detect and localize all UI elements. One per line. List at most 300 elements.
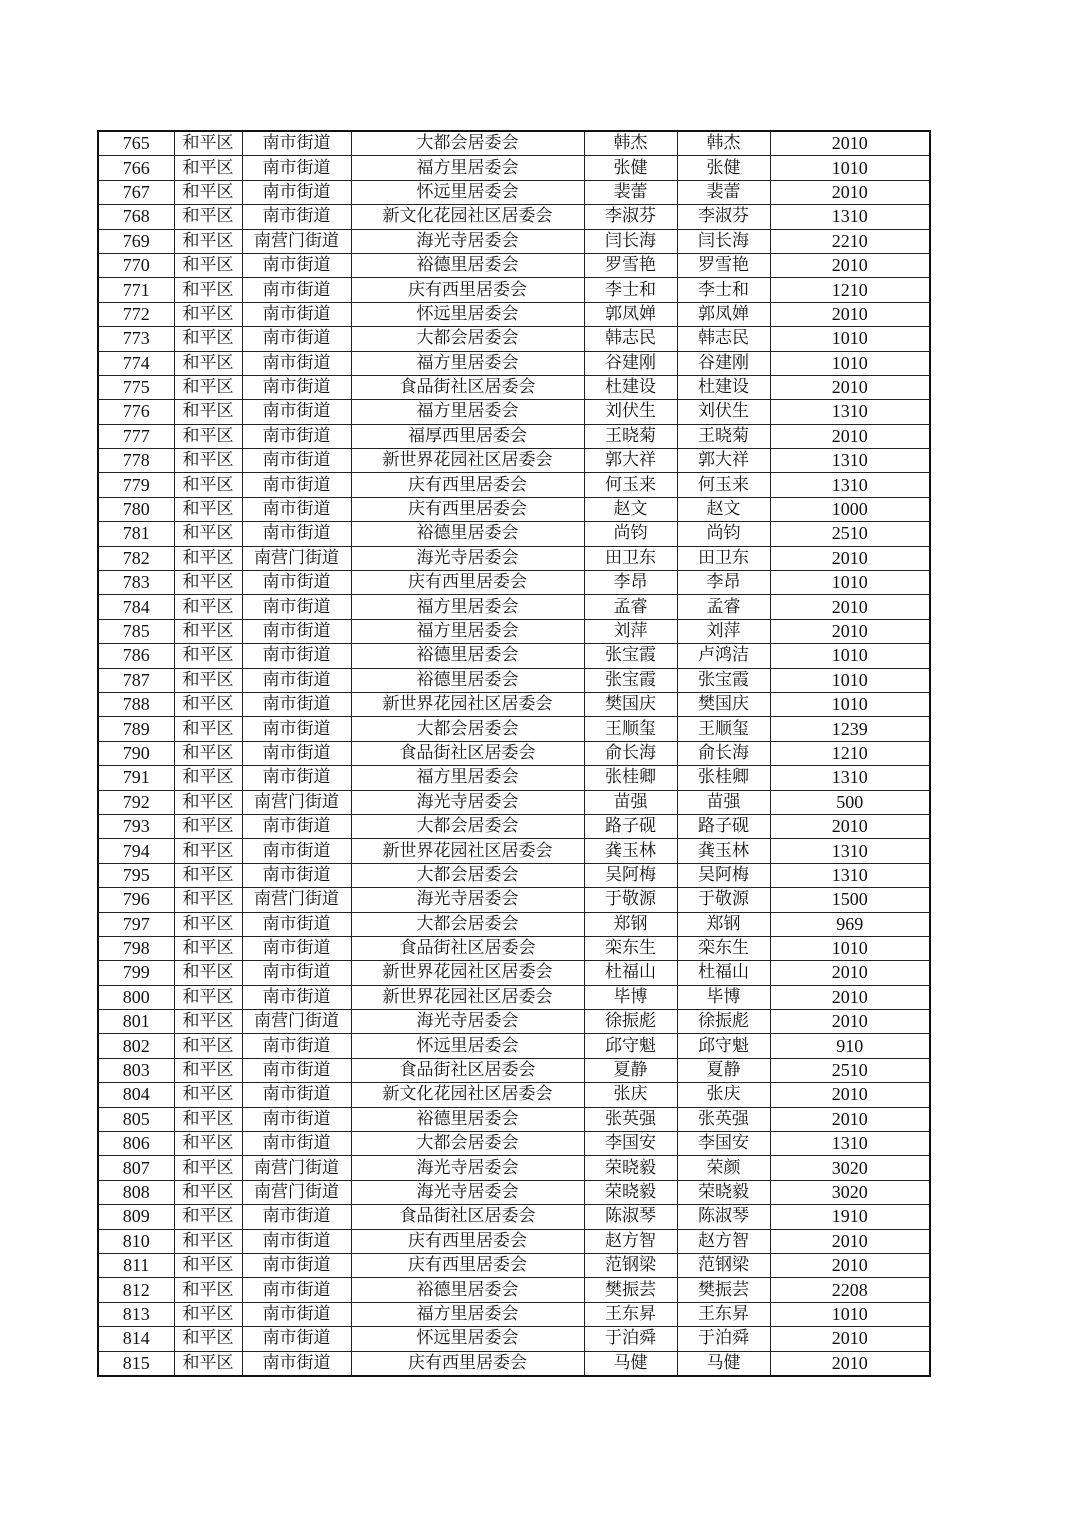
district-cell: 和平区: [174, 668, 242, 692]
table-row: [98, 522, 930, 546]
name2-cell: 邱守魁: [677, 1034, 770, 1058]
name2-cell: 张宝霞: [677, 668, 770, 692]
committee-cell: 福方里居委会: [351, 400, 584, 424]
name-cell: 裴蕾: [584, 180, 677, 204]
district-cell: 和平区: [174, 717, 242, 741]
street-cell: 南营门街道: [242, 1180, 351, 1204]
street-cell: 南市街道: [242, 1278, 351, 1302]
committee-cell: 海光寺居委会: [351, 888, 584, 912]
name-cell: 张宝霞: [584, 644, 677, 668]
district-cell: 和平区: [174, 180, 242, 204]
row-number-cell: 784: [98, 595, 174, 619]
table-row: [98, 1083, 930, 1107]
committee-cell: 食品街社区居委会: [351, 375, 584, 399]
name-cell: 田卫东: [584, 546, 677, 570]
row-number-cell: 774: [98, 351, 174, 375]
row-number-cell: 812: [98, 1278, 174, 1302]
row-number-cell: 808: [98, 1180, 174, 1204]
district-cell: 和平区: [174, 278, 242, 302]
name-cell: 刘萍: [584, 619, 677, 643]
amount-cell: 2208: [770, 1278, 930, 1302]
row-number-cell: 801: [98, 1010, 174, 1034]
table-row: [98, 595, 930, 619]
street-cell: 南营门街道: [242, 888, 351, 912]
amount-cell: 1210: [770, 741, 930, 765]
committee-cell: 大都会居委会: [351, 327, 584, 351]
name-cell: 郑钢: [584, 912, 677, 936]
amount-cell: 1910: [770, 1205, 930, 1229]
name2-cell: 郑钢: [677, 912, 770, 936]
district-cell: 和平区: [174, 156, 242, 180]
name-cell: 苗强: [584, 790, 677, 814]
district-cell: 和平区: [174, 985, 242, 1009]
street-cell: 南市街道: [242, 863, 351, 887]
amount-cell: 1310: [770, 400, 930, 424]
row-number-cell: 768: [98, 205, 174, 229]
table-row: [98, 619, 930, 643]
row-number-cell: 805: [98, 1107, 174, 1131]
name-cell: 李士和: [584, 278, 677, 302]
name2-cell: 郭大祥: [677, 449, 770, 473]
name2-cell: 张英强: [677, 1107, 770, 1131]
district-cell: 和平区: [174, 766, 242, 790]
name-cell: 李国安: [584, 1132, 677, 1156]
district-cell: 和平区: [174, 253, 242, 277]
committee-cell: 福方里居委会: [351, 619, 584, 643]
name-cell: 王晓菊: [584, 424, 677, 448]
district-cell: 和平区: [174, 644, 242, 668]
committee-cell: 海光寺居委会: [351, 546, 584, 570]
amount-cell: 2010: [770, 180, 930, 204]
street-cell: 南市街道: [242, 692, 351, 716]
name-cell: 何玉来: [584, 473, 677, 497]
amount-cell: 2010: [770, 985, 930, 1009]
district-cell: 和平区: [174, 863, 242, 887]
table-row: [98, 1253, 930, 1277]
table-row: [98, 668, 930, 692]
name2-cell: 杜福山: [677, 961, 770, 985]
name2-cell: 俞长海: [677, 741, 770, 765]
district-cell: 和平区: [174, 497, 242, 521]
committee-cell: 海光寺居委会: [351, 1010, 584, 1034]
amount-cell: 3020: [770, 1156, 930, 1180]
name2-cell: 吴阿梅: [677, 863, 770, 887]
committee-cell: 大都会居委会: [351, 912, 584, 936]
name2-cell: 卢鸿洁: [677, 644, 770, 668]
amount-cell: 2010: [770, 253, 930, 277]
name2-cell: 李国安: [677, 1132, 770, 1156]
name2-cell: 毕博: [677, 985, 770, 1009]
committee-cell: 怀远里居委会: [351, 302, 584, 326]
committee-cell: 食品街社区居委会: [351, 1058, 584, 1082]
table-row: [98, 863, 930, 887]
committee-cell: 大都会居委会: [351, 1132, 584, 1156]
district-cell: 和平区: [174, 814, 242, 838]
row-number-cell: 777: [98, 424, 174, 448]
committee-cell: 福方里居委会: [351, 595, 584, 619]
name2-cell: 樊振芸: [677, 1278, 770, 1302]
row-number-cell: 811: [98, 1253, 174, 1277]
amount-cell: 1000: [770, 497, 930, 521]
amount-cell: 2010: [770, 961, 930, 985]
table-row: [98, 888, 930, 912]
table-row: [98, 1351, 930, 1376]
amount-cell: 2010: [770, 1010, 930, 1034]
name-cell: 吴阿梅: [584, 863, 677, 887]
committee-cell: 裕德里居委会: [351, 1107, 584, 1131]
name2-cell: 罗雪艳: [677, 253, 770, 277]
district-cell: 和平区: [174, 522, 242, 546]
street-cell: 南市街道: [242, 1058, 351, 1082]
table-row: [98, 1132, 930, 1156]
district-cell: 和平区: [174, 1107, 242, 1131]
table-row: [98, 546, 930, 570]
street-cell: 南营门街道: [242, 546, 351, 570]
district-cell: 和平区: [174, 1010, 242, 1034]
amount-cell: 2010: [770, 424, 930, 448]
table-row: [98, 278, 930, 302]
name-cell: 郭大祥: [584, 449, 677, 473]
table-row: [98, 156, 930, 180]
district-cell: 和平区: [174, 473, 242, 497]
committee-cell: 怀远里居委会: [351, 1034, 584, 1058]
district-cell: 和平区: [174, 839, 242, 863]
amount-cell: 1500: [770, 888, 930, 912]
district-cell: 和平区: [174, 400, 242, 424]
amount-cell: 1310: [770, 1132, 930, 1156]
amount-cell: 1239: [770, 717, 930, 741]
district-cell: 和平区: [174, 375, 242, 399]
committee-cell: 大都会居委会: [351, 717, 584, 741]
row-number-cell: 814: [98, 1327, 174, 1351]
table-row: [98, 644, 930, 668]
street-cell: 南市街道: [242, 180, 351, 204]
row-number-cell: 807: [98, 1156, 174, 1180]
name-cell: 韩志民: [584, 327, 677, 351]
amount-cell: 2010: [770, 131, 930, 156]
row-number-cell: 803: [98, 1058, 174, 1082]
district-cell: 和平区: [174, 741, 242, 765]
row-number-cell: 810: [98, 1229, 174, 1253]
table-row: [98, 912, 930, 936]
amount-cell: 1010: [770, 351, 930, 375]
row-number-cell: 804: [98, 1083, 174, 1107]
committee-cell: 福方里居委会: [351, 1302, 584, 1326]
street-cell: 南市街道: [242, 375, 351, 399]
name-cell: 王顺玺: [584, 717, 677, 741]
table-row: [98, 790, 930, 814]
street-cell: 南市街道: [242, 571, 351, 595]
district-cell: 和平区: [174, 1132, 242, 1156]
amount-cell: 2510: [770, 1058, 930, 1082]
name-cell: 樊国庆: [584, 692, 677, 716]
street-cell: 南市街道: [242, 1132, 351, 1156]
street-cell: 南市街道: [242, 1229, 351, 1253]
name-cell: 杜建设: [584, 375, 677, 399]
name-cell: 邱守魁: [584, 1034, 677, 1058]
name-cell: 樊振芸: [584, 1278, 677, 1302]
name2-cell: 于泊舜: [677, 1327, 770, 1351]
table-row: [98, 424, 930, 448]
name-cell: 于敬源: [584, 888, 677, 912]
name2-cell: 张桂卿: [677, 766, 770, 790]
district-cell: 和平区: [174, 1034, 242, 1058]
row-number-cell: 770: [98, 253, 174, 277]
street-cell: 南市街道: [242, 961, 351, 985]
committee-cell: 裕德里居委会: [351, 644, 584, 668]
name2-cell: 徐振彪: [677, 1010, 770, 1034]
district-cell: 和平区: [174, 1253, 242, 1277]
street-cell: 南市街道: [242, 619, 351, 643]
amount-cell: 2010: [770, 1253, 930, 1277]
amount-cell: 1010: [770, 692, 930, 716]
name2-cell: 栾东生: [677, 936, 770, 960]
name2-cell: 韩志民: [677, 327, 770, 351]
name2-cell: 范钢梁: [677, 1253, 770, 1277]
row-number-cell: 793: [98, 814, 174, 838]
name2-cell: 夏静: [677, 1058, 770, 1082]
street-cell: 南市街道: [242, 644, 351, 668]
name-cell: 龚玉林: [584, 839, 677, 863]
district-cell: 和平区: [174, 1229, 242, 1253]
street-cell: 南市街道: [242, 985, 351, 1009]
amount-cell: 1010: [770, 327, 930, 351]
name-cell: 范钢梁: [584, 1253, 677, 1277]
name2-cell: 刘萍: [677, 619, 770, 643]
amount-cell: 1310: [770, 863, 930, 887]
street-cell: 南市街道: [242, 717, 351, 741]
row-number-cell: 773: [98, 327, 174, 351]
table-row: [98, 741, 930, 765]
row-number-cell: 771: [98, 278, 174, 302]
amount-cell: 910: [770, 1034, 930, 1058]
street-cell: 南市街道: [242, 595, 351, 619]
name2-cell: 尚钧: [677, 522, 770, 546]
district-cell: 和平区: [174, 936, 242, 960]
amount-cell: 3020: [770, 1180, 930, 1204]
amount-cell: 1010: [770, 936, 930, 960]
row-number-cell: 815: [98, 1351, 174, 1376]
name-cell: 张桂卿: [584, 766, 677, 790]
amount-cell: 2010: [770, 1327, 930, 1351]
name-cell: 于泊舜: [584, 1327, 677, 1351]
district-cell: 和平区: [174, 424, 242, 448]
district-cell: 和平区: [174, 205, 242, 229]
street-cell: 南市街道: [242, 253, 351, 277]
committee-cell: 海光寺居委会: [351, 790, 584, 814]
committee-cell: 新世界花园社区居委会: [351, 985, 584, 1009]
street-cell: 南市街道: [242, 1107, 351, 1131]
name-cell: 徐振彪: [584, 1010, 677, 1034]
committee-cell: 大都会居委会: [351, 131, 584, 156]
table-row: [98, 936, 930, 960]
district-cell: 和平区: [174, 595, 242, 619]
street-cell: 南市街道: [242, 814, 351, 838]
table-row: [98, 351, 930, 375]
street-cell: 南市街道: [242, 1253, 351, 1277]
committee-cell: 海光寺居委会: [351, 1180, 584, 1204]
table-row: [98, 302, 930, 326]
street-cell: 南市街道: [242, 497, 351, 521]
amount-cell: 2010: [770, 375, 930, 399]
street-cell: 南市街道: [242, 424, 351, 448]
street-cell: 南市街道: [242, 1083, 351, 1107]
district-cell: 和平区: [174, 1278, 242, 1302]
district-cell: 和平区: [174, 1327, 242, 1351]
committee-cell: 庆有西里居委会: [351, 571, 584, 595]
name-cell: 夏静: [584, 1058, 677, 1082]
name-cell: 张庆: [584, 1083, 677, 1107]
table-row: [98, 1205, 930, 1229]
name-cell: 张健: [584, 156, 677, 180]
committee-cell: 海光寺居委会: [351, 229, 584, 253]
street-cell: 南市街道: [242, 278, 351, 302]
amount-cell: 2010: [770, 302, 930, 326]
row-number-cell: 765: [98, 131, 174, 156]
row-number-cell: 780: [98, 497, 174, 521]
table-row: [98, 1034, 930, 1058]
name2-cell: 何玉来: [677, 473, 770, 497]
amount-cell: 2010: [770, 619, 930, 643]
table-row: [98, 180, 930, 204]
name-cell: 马健: [584, 1351, 677, 1376]
name-cell: 荣晓毅: [584, 1180, 677, 1204]
table-row: [98, 1058, 930, 1082]
amount-cell: 1010: [770, 644, 930, 668]
committee-cell: 庆有西里居委会: [351, 1253, 584, 1277]
row-number-cell: 789: [98, 717, 174, 741]
name2-cell: 李士和: [677, 278, 770, 302]
amount-cell: 2210: [770, 229, 930, 253]
street-cell: 南市街道: [242, 936, 351, 960]
committee-cell: 庆有西里居委会: [351, 278, 584, 302]
committee-cell: 新文化花园社区居委会: [351, 1083, 584, 1107]
street-cell: 南市街道: [242, 1302, 351, 1326]
name2-cell: 王顺玺: [677, 717, 770, 741]
row-number-cell: 794: [98, 839, 174, 863]
row-number-cell: 797: [98, 912, 174, 936]
row-number-cell: 795: [98, 863, 174, 887]
row-number-cell: 798: [98, 936, 174, 960]
table-row: [98, 1156, 930, 1180]
row-number-cell: 791: [98, 766, 174, 790]
row-number-cell: 788: [98, 692, 174, 716]
name-cell: 赵文: [584, 497, 677, 521]
name-cell: 栾东生: [584, 936, 677, 960]
committee-cell: 庆有西里居委会: [351, 1351, 584, 1376]
table-row: [98, 692, 930, 716]
name-cell: 罗雪艳: [584, 253, 677, 277]
name2-cell: 荣晓毅: [677, 1180, 770, 1204]
table-row: [98, 253, 930, 277]
row-number-cell: 781: [98, 522, 174, 546]
name-cell: 韩杰: [584, 131, 677, 156]
row-number-cell: 767: [98, 180, 174, 204]
amount-cell: 1010: [770, 1302, 930, 1326]
committee-cell: 福方里居委会: [351, 766, 584, 790]
name2-cell: 闫长海: [677, 229, 770, 253]
row-number-cell: 782: [98, 546, 174, 570]
table-row: [98, 1107, 930, 1131]
name2-cell: 孟睿: [677, 595, 770, 619]
committee-cell: 庆有西里居委会: [351, 1229, 584, 1253]
amount-cell: 2010: [770, 546, 930, 570]
name2-cell: 谷建刚: [677, 351, 770, 375]
district-cell: 和平区: [174, 912, 242, 936]
name2-cell: 于敬源: [677, 888, 770, 912]
table-row: [98, 839, 930, 863]
street-cell: 南市街道: [242, 400, 351, 424]
street-cell: 南营门街道: [242, 790, 351, 814]
name2-cell: 苗强: [677, 790, 770, 814]
table-row: [98, 1327, 930, 1351]
street-cell: 南市街道: [242, 1351, 351, 1376]
committee-cell: 食品街社区居委会: [351, 1205, 584, 1229]
table-row: [98, 205, 930, 229]
street-cell: 南市街道: [242, 302, 351, 326]
row-number-cell: 813: [98, 1302, 174, 1326]
committee-cell: 新世界花园社区居委会: [351, 692, 584, 716]
row-number-cell: 776: [98, 400, 174, 424]
district-cell: 和平区: [174, 131, 242, 156]
name2-cell: 赵文: [677, 497, 770, 521]
table-row: [98, 1229, 930, 1253]
amount-cell: 2010: [770, 1083, 930, 1107]
name2-cell: 杜建设: [677, 375, 770, 399]
amount-cell: 500: [770, 790, 930, 814]
table-row: [98, 229, 930, 253]
table-row: [98, 766, 930, 790]
name-cell: 赵方智: [584, 1229, 677, 1253]
amount-cell: 1310: [770, 766, 930, 790]
committee-cell: 福方里居委会: [351, 351, 584, 375]
district-cell: 和平区: [174, 1156, 242, 1180]
table-row: [98, 327, 930, 351]
table-row: [98, 1278, 930, 1302]
street-cell: 南市街道: [242, 156, 351, 180]
name-cell: 王东昇: [584, 1302, 677, 1326]
amount-cell: 1310: [770, 839, 930, 863]
street-cell: 南营门街道: [242, 1156, 351, 1180]
row-number-cell: 796: [98, 888, 174, 912]
committee-cell: 庆有西里居委会: [351, 497, 584, 521]
name2-cell: 韩杰: [677, 131, 770, 156]
amount-cell: 2010: [770, 1351, 930, 1376]
name2-cell: 樊国庆: [677, 692, 770, 716]
name-cell: 刘伏生: [584, 400, 677, 424]
row-number-cell: 799: [98, 961, 174, 985]
row-number-cell: 800: [98, 985, 174, 1009]
street-cell: 南市街道: [242, 912, 351, 936]
name-cell: 俞长海: [584, 741, 677, 765]
name2-cell: 李淑芬: [677, 205, 770, 229]
district-cell: 和平区: [174, 229, 242, 253]
name-cell: 郭凤婵: [584, 302, 677, 326]
district-cell: 和平区: [174, 351, 242, 375]
amount-cell: 2010: [770, 1229, 930, 1253]
committee-cell: 新世界花园社区居委会: [351, 961, 584, 985]
amount-cell: 2010: [770, 1107, 930, 1131]
committee-cell: 新世界花园社区居委会: [351, 839, 584, 863]
committee-cell: 海光寺居委会: [351, 1156, 584, 1180]
table-row: [98, 400, 930, 424]
name2-cell: 田卫东: [677, 546, 770, 570]
row-number-cell: 775: [98, 375, 174, 399]
name2-cell: 郭凤婵: [677, 302, 770, 326]
row-number-cell: 769: [98, 229, 174, 253]
name-cell: 闫长海: [584, 229, 677, 253]
amount-cell: 1010: [770, 668, 930, 692]
